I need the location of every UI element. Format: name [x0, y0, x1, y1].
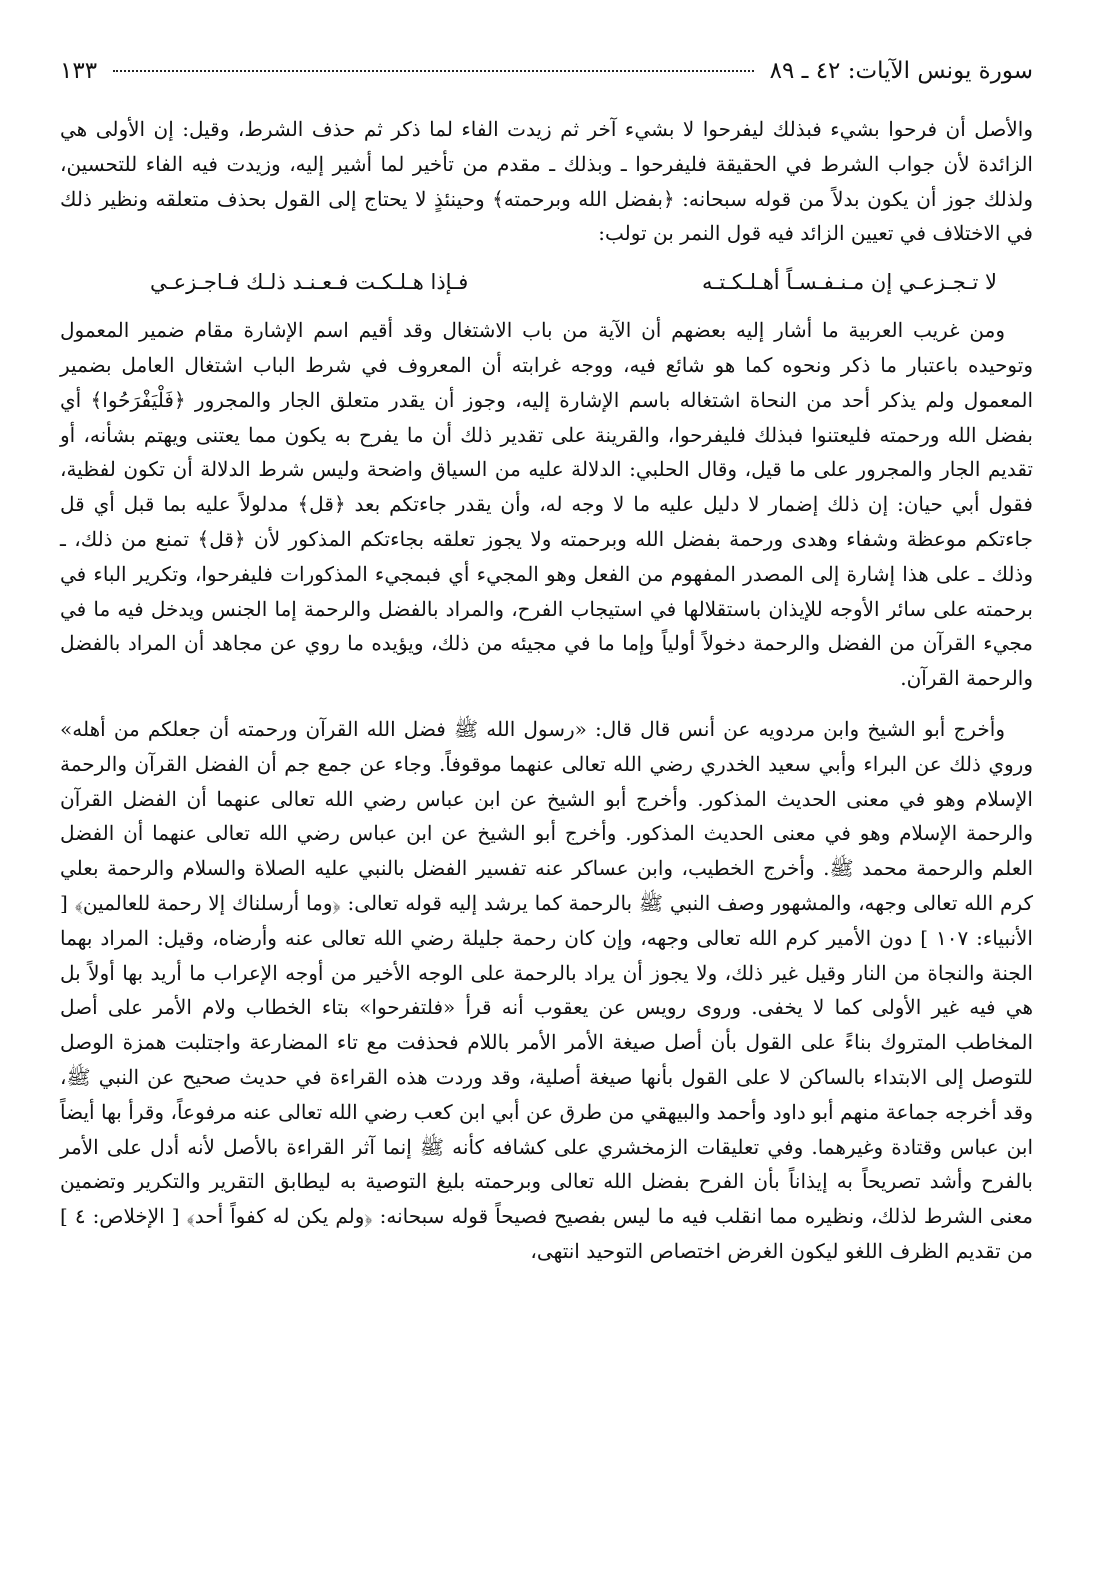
poetry-verse: [150, 265, 997, 299]
page-number: ١٣٣: [60, 58, 98, 84]
paragraph-2: ومن غريب العربية ما أشار إليه بعضهم أن الآية من باب الاشتغال وقد أقيم اسم الإشارة مقام ضمير المعمول وتوحيده باعتبار ما ذكر ونحوه كما هو شائع فيه، ووجه غرابته أن المعروف في شرط الباب اشتغال العامل بضمير المعمول ولم يذكر أحد من النحاة اشتغاله باسم الإشارة إليه، وجوز أن يقدر متعلق الجار والمجرور ﴿فَلْيَفْرَحُوا﴾ أي بفضل الله ورحمته فليعتنوا فبذلك فليفرحوا، والقرينة على تقدير ذلك أن ما يفرح به يكون مما يعتنى ويهتم بشأنه، أو تقديم الجار والمجرور على ما قيل، وقال الحلبي: الدلالة عليه من السياق واضحة وليس شرط الدلالة أن تكون لفظية، فقول أبي حيان: إن ذلك إضمار لا دليل عليه ما لا وجه له، وأن يقدر جاءتكم بعد ﴿قل﴾ مدلولاً عليه بما قبل أي قل جاءتكم موعظة وشفاء وهدى ورحمة بفضل الله وبرحمته ولا يجوز تعلقه بجاءتكم المذكور لأن ﴿قل﴾ تمنع من ذلك، ـ وذلك ـ على هذا إشارة إلى المصدر المفهوم من الفعل وهو المجيء أي فبمجيء المذكورات فليفرحوا، وتكرير الباء في برحمته على سائر الأوجه للإيذان باستقلالها في استيجاب الفرح، والمراد بالفضل والرحمة إما الجنس ويدخل فيه ما في مجيء القرآن من الفضل والرحمة دخولاً أولياً وإما ما في مجيئه من ذلك، ويؤيده ما روي عن مجاهد أن المراد بالفضل والرحمة القرآن.: [60, 318, 1033, 691]
verse-second-hemistich: فـإذا هـلـكـت فـعـنـد ذلـك فـاجـزعـي: [150, 270, 469, 295]
paragraph-3: وأخرج أبو الشيخ وابن مردويه عن أنس قال قال: «رسول الله ﷺ فضل الله القرآن ورحمته أن جعلكم من أهله» وروي ذلك عن البراء وأبي سعيد الخدري رضي الله تعالى عنهما موقوفاً. وجاء عن جمع جم أن الفضل القرآن والرحمة الإسلام وهو في معنى الحديث المذكور. وأخرج أبو الشيخ عن ابن عباس رضي الله تعالى عنهما أن الفضل القرآن والرحمة الإسلام وهو في معنى الحديث المذكور. وأخرج أبو الشيخ عن ابن عباس رضي الله تعالى عنهما أن الفضل العلم والرحمة محمد ﷺ. وأخرج الخطيب، وابن عساكر عنه تفسير الفضل بالنبي عليه الصلاة والسلام والرحمة بعلي كرم الله تعالى وجهه، والمشهور وصف النبي ﷺ بالرحمة كما يرشد إليه قوله تعالى: ﴿وما أرسلناك إلا رحمة للعالمين﴾ [ الأنبياء: ١٠٧ ] دون الأمير كرم الله تعالى وجهه، وإن كان رحمة جليلة رضي الله تعالى عنه وأرضاه، وقيل: المراد بهما الجنة والنجاة من النار وقيل غير ذلك، ولا يجوز أن يراد بالرحمة على الوجه الأخير من أوجه الإعراب ما أريد بها أولاً بل هي فيه غير الأولى كما لا يخفى. وروى رويس عن يعقوب أنه قرأ «فلتفرحوا» بتاء الخطاب ولام الأمر على أصل المخاطب المتروك بناءً على القول بأن أصل صيغة الأمر الأمر باللام فحذفت مع تاء المضارعة واجتلبت همزة الوصل للتوصل إلى الابتداء بالساكن لا على القول بأنها صيغة أصلية، وقد وردت هذه القراءة في حديث صحيح عن النبي ﷺ، وقد أخرجه جماعة منهم أبو داود وأحمد والبيهقي من طرق عن أبي ابن كعب رضي الله تعالى عنه مرفوعاً، وقرأ بها أيضاً ابن عباس وقتادة وغيرهما. وفي تعليقات الزمخشري على كشافه كأنه ﷺ إنما آثر القراءة بالأصل لأنه أدل على الأمر بالفرح وأشد تصريحاً به إيذاناً بأن الفرح بفضل الله تعالى وبرحمته بليغ التوصية به ليطابق التقرير والتكرير وتضمين معنى الشرط لذلك، ونظيره مما انقلب فيه ما ليس بفصيح فصيحاً قوله سبحانه: ﴿ولم يكن له كفواً أحد﴾ [ الإخلاص: ٤ ] من تقديم الظرف اللغو ليكون الغرض اختصاص التوحيد انتهى،: [60, 716, 1033, 1263]
verse-first-hemistich: لا تـجـزعـي إن مـنـفـسـاً أهـلـكـتـه: [701, 270, 997, 295]
chapter-title: سورة يونس الآيات: ٤٢ ـ ٨٩: [769, 58, 1033, 84]
paragraph-1: والأصل أن فرحوا بشيء فبذلك ليفرحوا لا بشيء آخر ثم زيدت الفاء لما ذكر ثم حذف الشرط، وقيل: إن الأولى هي الزائدة لأن جواب الشرط في الحقيقة فليفرحوا ـ وبذلك ـ مقدم من تأخير لما أشير إليه، وزيدت فيه الفاء للتحسين، ولذلك جوز أن يكون بدلاً من قوله سبحانه: ﴿بفضل الله وبرحمته﴾ وحينئذٍ لا يحتاج إلى القول بحذف متعلقه ونظير ذلك في الاختلاف في تعيين الزائد فيه قول النمر بن تولب:: [60, 117, 1033, 246]
running-header: [60, 58, 1033, 98]
paragraph-gap: [60, 696, 1033, 712]
dotted-leader: [113, 70, 754, 72]
